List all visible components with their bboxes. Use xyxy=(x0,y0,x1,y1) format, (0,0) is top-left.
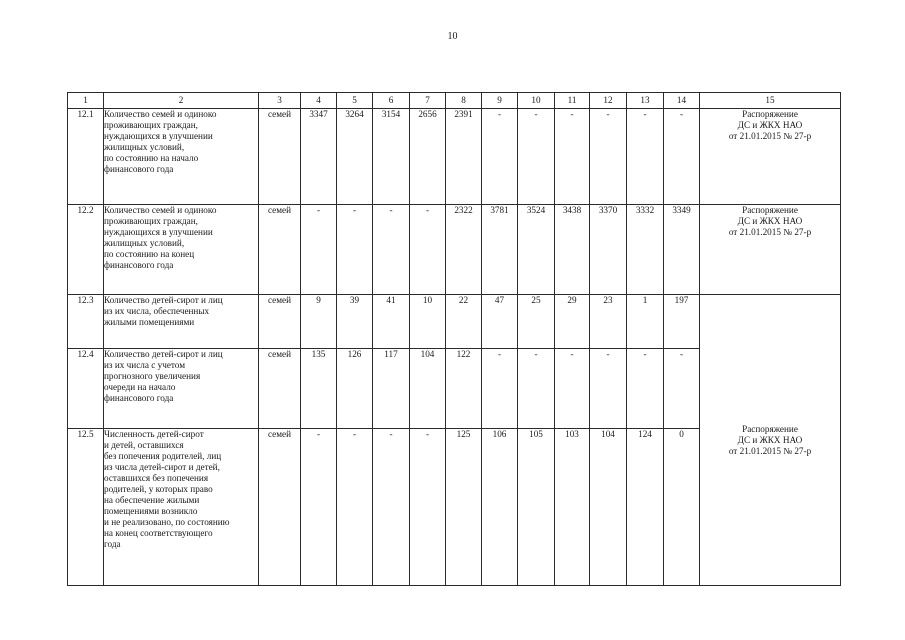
value-cell: 104 xyxy=(410,349,446,429)
value-cell: - xyxy=(555,109,590,205)
description-line: Количество семей и одиноко xyxy=(104,205,217,215)
value-cell: 41 xyxy=(373,295,410,349)
value-cell: - xyxy=(518,349,555,429)
value-cell: 3438 xyxy=(555,205,590,295)
value-cell: 3347 xyxy=(301,109,337,205)
column-header: 12 xyxy=(590,93,627,109)
value-cell: 122 xyxy=(446,349,482,429)
value-cell: 103 xyxy=(555,429,590,586)
description-line: прогнозного увеличения xyxy=(104,371,201,381)
unit-cell: семей xyxy=(259,109,301,205)
value-cell: - xyxy=(301,205,337,295)
value-cell: 104 xyxy=(590,429,627,586)
unit-cell: семей xyxy=(259,349,301,429)
value-cell: 105 xyxy=(518,429,555,586)
table-row xyxy=(68,109,841,205)
value-cell: 124 xyxy=(627,429,664,586)
column-header: 11 xyxy=(555,93,590,109)
value-cell: 9 xyxy=(301,295,337,349)
description-line: жилищных условий, xyxy=(104,238,185,248)
row-number: 12.5 xyxy=(68,429,104,586)
value-cell: 47 xyxy=(482,295,518,349)
value-cell: - xyxy=(410,205,446,295)
row-number: 12.2 xyxy=(68,205,104,295)
value-cell: 117 xyxy=(373,349,410,429)
value-cell: 29 xyxy=(555,295,590,349)
value-cell: - xyxy=(373,205,410,295)
description-line: нуждающихся в улучшении xyxy=(104,131,213,141)
description-line: Численность детей-сирот xyxy=(104,429,204,439)
row-description xyxy=(104,295,259,349)
description-line: помещениями возникло xyxy=(104,506,198,516)
description-line: Количество детей-сирот и лиц xyxy=(104,349,223,359)
merged-source-cell xyxy=(700,295,841,586)
value-cell: 135 xyxy=(301,349,337,429)
description-line: нуждающихся в улучшении xyxy=(104,227,213,237)
value-cell: 125 xyxy=(446,429,482,586)
value-cell: - xyxy=(410,429,446,586)
column-header: 3 xyxy=(259,93,301,109)
value-cell: - xyxy=(664,109,700,205)
value-cell: - xyxy=(373,429,410,586)
source-line: ДС и ЖКХ НАО xyxy=(737,120,803,130)
value-cell: 10 xyxy=(410,295,446,349)
value-cell: 39 xyxy=(337,295,373,349)
value-cell: - xyxy=(590,349,627,429)
description-line: Количество детей-сирот и лиц xyxy=(104,295,223,305)
value-cell: 3370 xyxy=(590,205,627,295)
description-line: года xyxy=(104,539,121,549)
value-cell: - xyxy=(555,349,590,429)
description-line: из их числа, обеспеченных xyxy=(104,306,210,316)
description-line: и детей, оставшихся xyxy=(104,440,184,450)
row-description xyxy=(104,429,259,586)
description-line: Количество семей и одиноко xyxy=(104,109,217,119)
value-cell: - xyxy=(627,109,664,205)
indicators-table xyxy=(67,92,841,586)
source-line: от 21.01.2015 № 27-р xyxy=(728,131,812,141)
value-cell: 3781 xyxy=(482,205,518,295)
column-header: 9 xyxy=(482,93,518,109)
description-line: жилищных условий, xyxy=(104,142,185,152)
value-cell: - xyxy=(337,205,373,295)
row-number: 12.1 xyxy=(68,109,104,205)
row-description xyxy=(104,349,259,429)
source-line: от 21.01.2015 № 27-р xyxy=(728,227,812,237)
value-cell: 2322 xyxy=(446,205,482,295)
description-line: по состоянию на конец xyxy=(104,249,195,259)
unit-cell: семей xyxy=(259,205,301,295)
column-header: 7 xyxy=(410,93,446,109)
description-line: из числа детей-сирот и детей, xyxy=(104,462,220,472)
value-cell: 2391 xyxy=(446,109,482,205)
source-cell xyxy=(700,109,841,205)
value-cell: 3154 xyxy=(373,109,410,205)
value-cell: 22 xyxy=(446,295,482,349)
column-header: 14 xyxy=(664,93,700,109)
value-cell: 3349 xyxy=(664,205,700,295)
value-cell: - xyxy=(482,109,518,205)
column-header: 15 xyxy=(700,93,841,109)
source-cell xyxy=(700,205,841,295)
table-row xyxy=(68,205,841,295)
page-number: 10 xyxy=(447,31,458,42)
description-line: родителей, у которых право xyxy=(104,484,213,494)
column-header: 4 xyxy=(301,93,337,109)
source-line: ДС и ЖКХ НАО xyxy=(737,434,803,445)
description-line: очереди на начало xyxy=(104,382,176,392)
description-line: финансового года xyxy=(104,393,174,403)
column-header: 10 xyxy=(518,93,555,109)
row-number: 12.4 xyxy=(68,349,104,429)
description-line: из их числа с учетом xyxy=(104,360,186,370)
value-cell: 197 xyxy=(664,295,700,349)
table-row xyxy=(68,295,841,349)
value-cell: - xyxy=(482,349,518,429)
description-line: по состоянию на начало xyxy=(104,153,199,163)
description-line: проживающих граждан, xyxy=(104,216,198,226)
column-header: 6 xyxy=(373,93,410,109)
source-line: Распоряжение xyxy=(742,109,798,119)
description-line: без попечения родителей, лиц xyxy=(104,451,222,461)
value-cell: - xyxy=(627,349,664,429)
value-cell: - xyxy=(518,109,555,205)
row-description xyxy=(104,205,259,295)
source-line: Распоряжение xyxy=(742,205,798,215)
source-line: ДС и ЖКХ НАО xyxy=(737,216,803,226)
description-line: проживающих граждан, xyxy=(104,120,198,130)
value-cell: 106 xyxy=(482,429,518,586)
source-line: Распоряжение xyxy=(742,423,798,434)
value-cell: 25 xyxy=(518,295,555,349)
description-line: финансового года xyxy=(104,260,174,270)
description-line: финансового года xyxy=(104,164,174,174)
column-number-row xyxy=(68,93,841,109)
value-cell: 3264 xyxy=(337,109,373,205)
unit-cell: семей xyxy=(259,295,301,349)
column-header: 2 xyxy=(104,93,259,109)
column-header: 8 xyxy=(446,93,482,109)
value-cell: 3524 xyxy=(518,205,555,295)
row-number: 12.3 xyxy=(68,295,104,349)
column-header: 1 xyxy=(68,93,104,109)
column-header: 13 xyxy=(627,93,664,109)
description-line: и не реализовано, по состоянию xyxy=(104,517,230,527)
value-cell: 126 xyxy=(337,349,373,429)
value-cell: - xyxy=(590,109,627,205)
source-line: от 21.01.2015 № 27-р xyxy=(728,445,812,456)
value-cell: 1 xyxy=(627,295,664,349)
description-line: оставшихся без попечения xyxy=(104,473,209,483)
column-header: 5 xyxy=(337,93,373,109)
value-cell: - xyxy=(337,429,373,586)
description-line: жилыми помещениями xyxy=(104,317,195,327)
description-line: на конец соответствующего xyxy=(104,528,213,538)
row-description xyxy=(104,109,259,205)
value-cell: 23 xyxy=(590,295,627,349)
value-cell: 0 xyxy=(664,429,700,586)
value-cell: 3332 xyxy=(627,205,664,295)
description-line: на обеспечение жилыми xyxy=(104,495,200,505)
value-cell: 2656 xyxy=(410,109,446,205)
unit-cell: семей xyxy=(259,429,301,586)
value-cell: - xyxy=(301,429,337,586)
value-cell: - xyxy=(664,349,700,429)
